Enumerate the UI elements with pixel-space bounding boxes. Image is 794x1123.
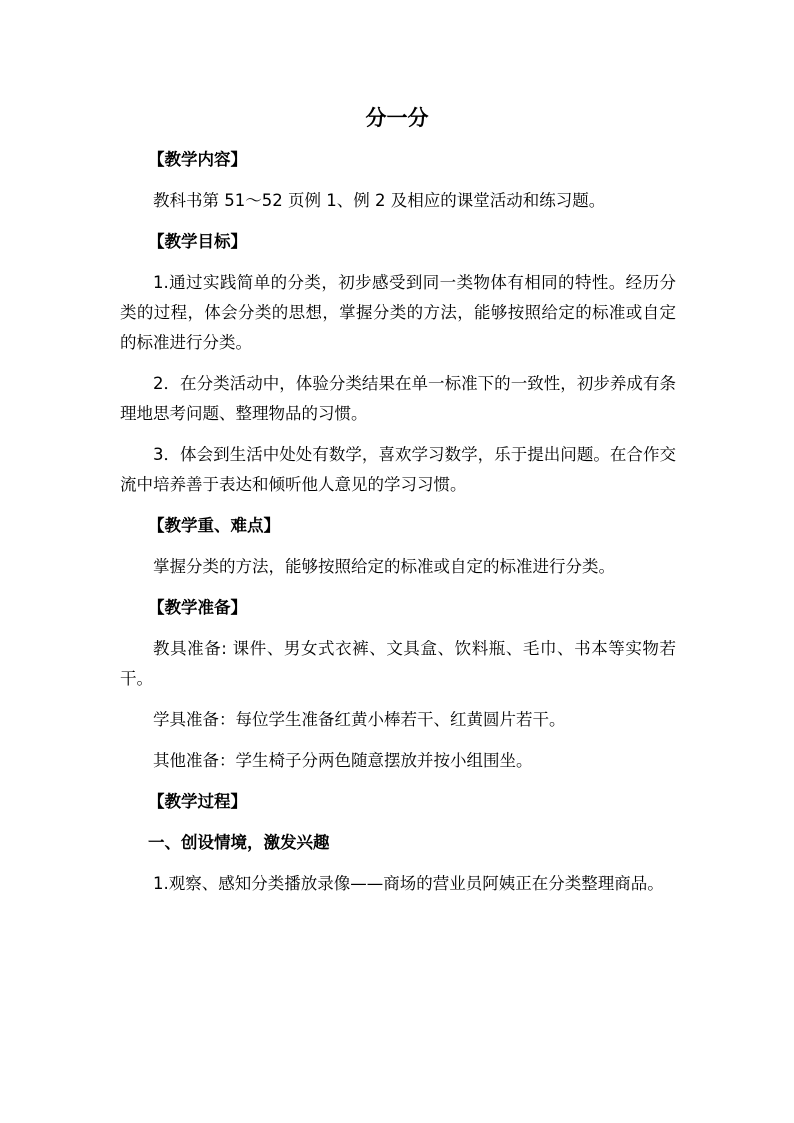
paragraph-goal-1: 1.通过实践简单的分类，初步感受到同一类物体有相同的特性。经历分类的过程，体会分类的思想，掌握分类的方法，能够按照给定的标准或自定的标准进行分类。: [120, 273, 676, 352]
section-heading-preparation: 【教学准备】: [148, 598, 248, 617]
paragraph-step-1-detail: 1.观察、感知分类播放录像——商场的营业员阿姨正在分类整理商品。: [153, 874, 664, 893]
section-heading-content: 【教学内容】: [148, 150, 248, 169]
paragraph-teacher-prep: 教具准备: 课件、男女式衣裤、文具盒、饮料瓶、毛巾、书本等实物若干。: [120, 639, 676, 688]
paragraph-content-scope: 教科书第 51～52 页例 1、例 2 及相应的课堂活动和练习题。: [153, 191, 606, 210]
paragraph-other-prep: 其他准备：学生椅子分两色随意摆放并按小组围坐。: [153, 751, 533, 770]
subsection-heading-step-1: 一、创设情境，激发兴趣: [148, 833, 330, 852]
document-title: 分一分: [365, 106, 429, 130]
paragraph-goal-2: 2．在分类活动中，体验分类结果在单一标准下的一致性，初步养成有条理地思考问题、整理物品的习惯。: [120, 374, 676, 423]
paragraph-goal-3: 3．体会到生活中处处有数学，喜欢学习数学，乐于提出问题。在合作交流中培养善于表达和倾听他人意见的学习习惯。: [120, 445, 676, 494]
paragraph-student-prep: 学具准备：每位学生准备红黄小棒若干、红黄圆片若干。: [153, 710, 566, 729]
document-body: [120, 145, 676, 910]
section-heading-key-points: 【教学重、难点】: [148, 516, 281, 535]
section-heading-process: 【教学过程】: [148, 792, 248, 811]
paragraph-key-points: 掌握分类的方法，能够按照给定的标准或自定的标准进行分类。: [153, 557, 615, 576]
section-heading-goals: 【教学目标】: [148, 232, 248, 251]
